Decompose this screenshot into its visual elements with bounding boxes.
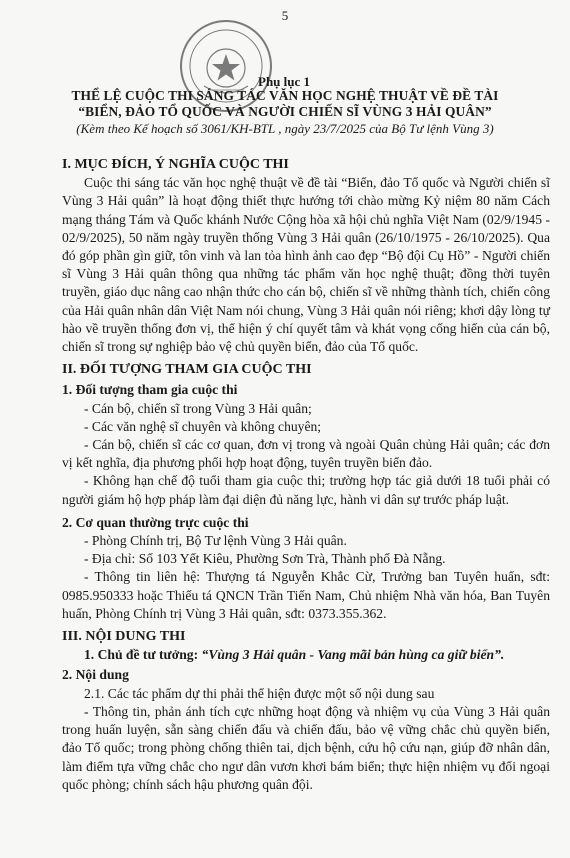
theme-label: 1. Chủ đề tư tưởng: (84, 647, 199, 663)
section3-theme (62, 646, 550, 664)
page-number: 5 (281, 8, 289, 23)
document-title-line2: “BIỂN, ĐẢO TỔ QUỐC VÀ NGƯỜI CHIẾN SĨ VÙNG 3 HẢI QUÂN” (78, 104, 492, 119)
theme-value: “Vùng 3 Hải quân - Vang mãi bản hùng ca giữ biển”. (201, 647, 505, 663)
section1-paragraph: Cuộc thi sáng tác văn học nghệ thuật về đề tài “Biển, đảo Tổ quốc và Người chiến sĩ Vùng 3 Hải quân” là hoạt động thiết thực hướng tới chào mừng Kỷ niệm 80 năm Cách mạng tháng Tám và Quốc khánh Nước Cộng hòa xã hội chủ nghĩa Việt Nam (02/9/1945 - 02/9/2025), 50 năm ngày truyền thống Vùng 3 Hải quân (26/10/1975 - 26/10/2025). Qua đó góp phần gìn giữ, tôn vinh và lan tỏa hình ảnh cao đẹp “Bộ đội Cụ Hồ” - Người chiến sĩ Vùng 3 Hải quân thông qua những tác phẩm văn học nghệ thuật; đồng thời tuyên truyền, giáo dục nâng cao nhận thức cho cán bộ, chiến sĩ về những thành tích, chiến công của Hải quân nhân dân Việt Nam nói chung, Vùng 3 Hải quân nói riêng; khơi dậy lòng tự hào về truyền thống đơn vị, thể hiện ý chí quyết tâm và khát vọng cống hiến của cán bộ, chiến sĩ trong sự nghiệp bảo vệ chủ quyền biển, đảo của Tổ quốc. (62, 175, 550, 355)
section2-sub2-heading: 2. Cơ quan thường trực cuộc thi (62, 514, 249, 530)
section3-heading: III. NỘI DUNG THI (62, 629, 186, 645)
section2-sub1-heading: 1. Đối tượng tham gia cuộc thi (62, 382, 238, 398)
section3-sub2-heading: 2. Nội dung (62, 667, 129, 683)
content-requirement: 2.1. Các tác phẩm dự thi phải thể hiện được một số nội dung sau (84, 685, 435, 701)
document-title-line1: THỂ LỆ CUỘC THI SÁNG TÁC VĂN HỌC NGHỆ THUẬT VỀ ĐỀ TÀI (71, 88, 499, 103)
participant-item: - Các văn nghệ sĩ chuyên và không chuyên; (84, 418, 322, 434)
document-body (62, 152, 550, 794)
participant-item: - Không hạn chế độ tuổi tham gia cuộc thi; trường hợp tác giả dưới 18 tuổi phải có người giám hộ hợp pháp làm đại diện đủ năng lực, hành vi dân sự trước pháp luật. (62, 473, 550, 507)
office-item: - Thông tin liên hệ: Thượng tá Nguyễn Khắc Cừ, Trưởng ban Tuyên huấn, sđt: 0985.950333 hoặc Thiếu tá QNCN Trần Tiến Nam, Chủ nhiệm Nhà văn hóa, Ban Tuyên huấn, Phòng Chính trị Vùng 3 Hải quân, sđt: 0373.355.362. (62, 569, 550, 621)
appendix-label: Phụ lục 1 (258, 74, 311, 89)
office-item: - Địa chỉ: Số 103 Yết Kiêu, Phường Sơn Trà, Thành phố Đà Nẵng. (84, 551, 446, 567)
participant-item: - Cán bộ, chiến sĩ trong Vùng 3 Hải quân; (84, 400, 312, 416)
document-subtitle: (Kèm theo Kế hoạch số 3061/KH-BTL , ngày 23/7/2025 của Bộ Tư lệnh Vùng 3) (76, 121, 494, 136)
participant-item: - Cán bộ, chiến sĩ các cơ quan, đơn vị trong và ngoài Quân chủng Hải quân; các đơn vị kết nghĩa, địa phương phối hợp hoạt động, tuyên truyền biển đảo. (62, 437, 550, 471)
office-item: - Phòng Chính trị, Bộ Tư lệnh Vùng 3 Hải quân. (84, 533, 347, 549)
content-item: - Thông tin, phản ánh tích cực những hoạt động và nhiệm vụ của Vùng 3 Hải quân trong huấn luyện, sẵn sàng chiến đấu và chiến đấu, bảo vệ vững chắc chủ quyền biển, đảo Tổ quốc; trong phòng chống thiên tai, dịch bệnh, cứu hộ cứu nạn, giúp đỡ nhân dân, làm điểm tựa vững chắc cho ngư dân vươn khơi bám biển; thực hiện nhiệm vụ đối ngoại quốc phòng; chính sách hậu phương quân đội. (62, 703, 550, 792)
section2-heading: II. ĐỐI TƯỢNG THAM GIA CUỘC THI (62, 362, 312, 378)
section1-heading: I. MỤC ĐÍCH, Ý NGHĨA CUỘC THI (62, 157, 289, 172)
